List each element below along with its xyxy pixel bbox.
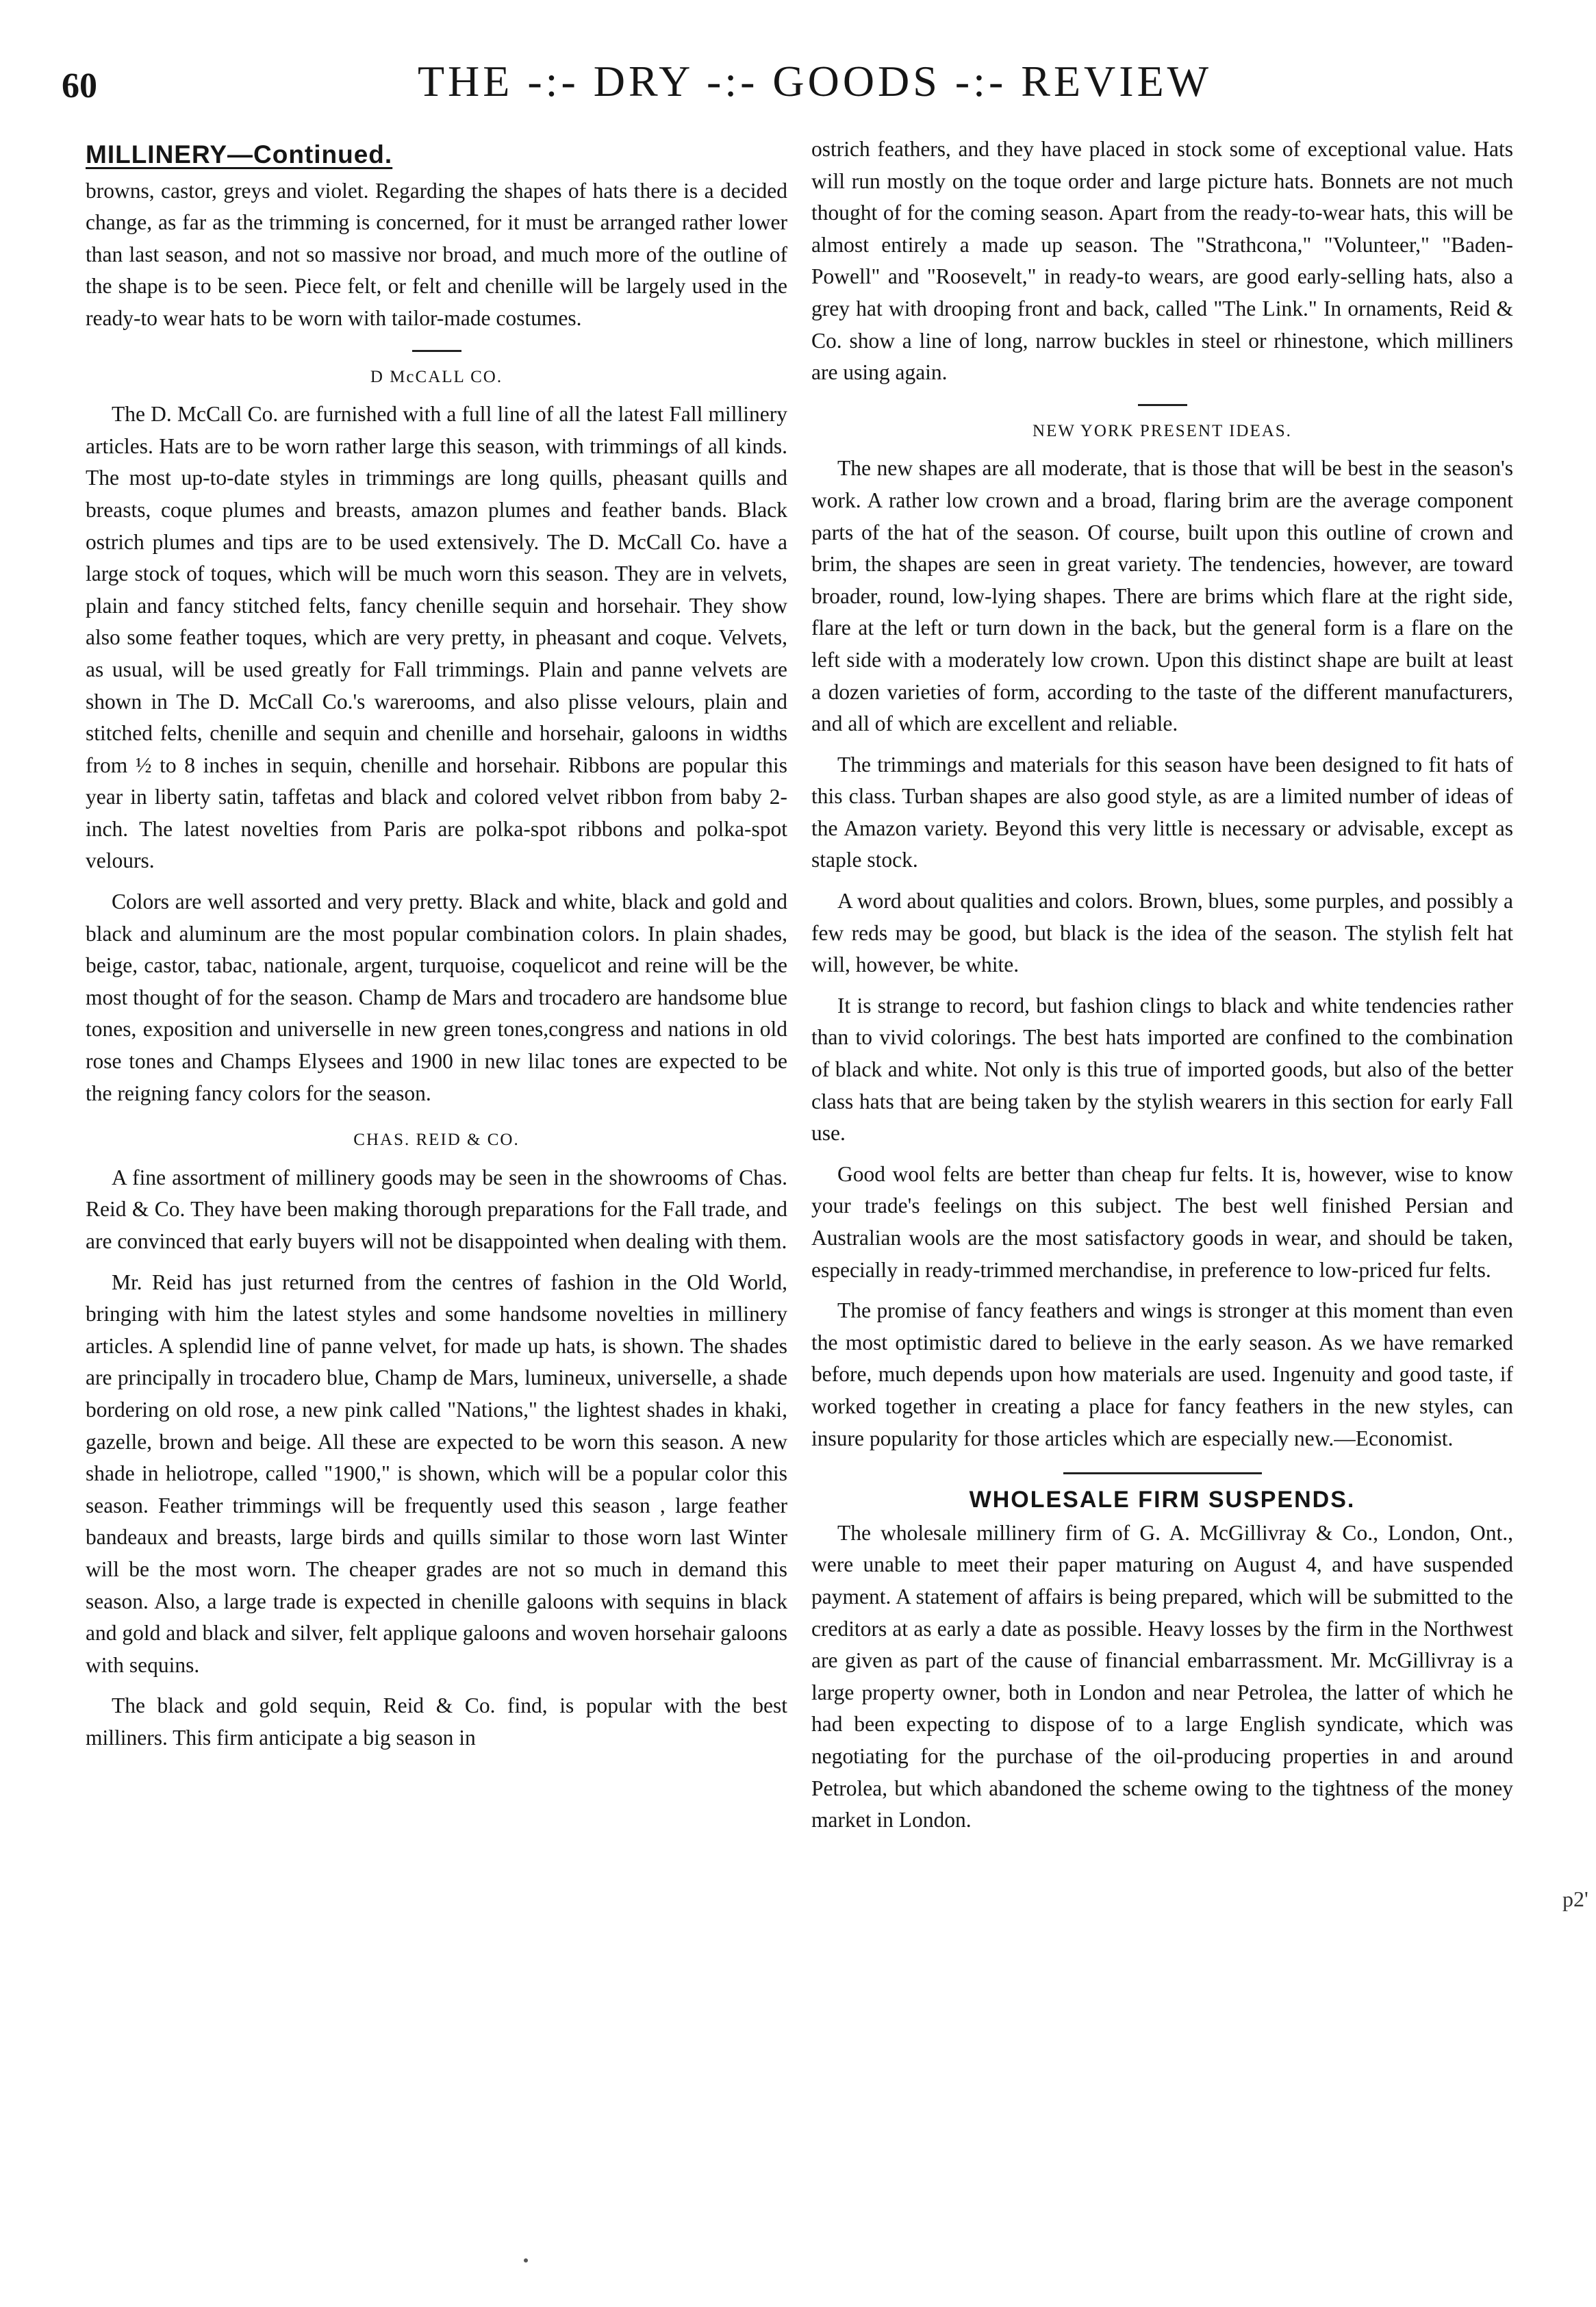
heading-mccall: D McCALL CO. — [370, 367, 503, 386]
paragraph-reid-3: The black and gold sequin, Reid & Co. find, is popular with the best milliners. This firm anticipate a big season in — [86, 1693, 787, 1750]
right-column — [811, 134, 1513, 1845]
paragraph-reid-continued: ostrich feathers, and they have placed in stock some of exceptional value. Hats will run mostly on the toque order and large picture hats. Bonnets are not much thought of for the coming season. Apart from the ready-to-wear hats, this will be almost entirely a made up season. The "Strathcona," "Volunteer," "Baden-Powell" and "Roosevelt," in ready-to wears, are good early-selling hats, also a grey hat with drooping front and back, called "The Link." In ornaments, Reid & Co. show a line of long, narrow buckles in steel or rhinestone, which milliners are using again. — [811, 137, 1513, 385]
paragraph-continued: browns, castor, greys and violet. Regarding the shapes of hats there is a decided change, as far as the trimming is concerned, for it must be arranged rather lower than last season, and not so massive nor broad, and much more of the outline of the shape is to be seen. Piece felt, or felt and chenille will be largely used in the ready-to wear hats to be worn with tailor-made costumes. — [86, 178, 787, 330]
paragraph-new-york-2: The trimmings and materials for this season have been designed to fit hats of this class. Turban shapes are also good style, as are a limited number of ideas of the Amazon variety. Beyond this very little is necessary or advisable, except as staple stock. — [811, 752, 1513, 872]
heading-reid: CHAS. REID & CO. — [353, 1131, 520, 1150]
heading-new-york: NEW YORK PRESENT IDEAS. — [1033, 421, 1292, 440]
divider-rule — [412, 350, 461, 352]
section-heading-millinery: MILLINERY—Continued. — [86, 140, 393, 168]
paragraph-reid-2: Mr. Reid has just returned from the centres of fashion in the Old World, bringing with him the latest styles and some handsome novelties in millinery articles. A splendid line of panne velvet, for made up hats, is shown. The shades are principally in trocadero blue, Champ de Mars, lumineux, universelle, a shade bordering on old rose, a new pink called "Nations," the lightest shades in khaki, gazelle, brown and beige. All these are expected to be worn this season. A new shade in heliotrope, called "1900," is shown, which will be a popular color this season. Feather trimmings will be frequently used this season , large feather bandeaux and breasts, large birds and quills similar to those worn last Winter will be the most worn. The cheaper grades are not so much in demand this season. Also, a large trade is expected in chenille galoons with sequins in black and gold and black and silver, felt applique galoons and woven horsehair galoons with sequins. — [86, 1270, 787, 1677]
paragraph-mccall-2: Colors are well assorted and very pretty. Black and white, black and gold and black and aluminum are the most popular combination colors. In plain shades, beige, castor, tabac, nationale, argent, turquoise, coquelicot and reine will be the most thought of for the season. Champ de Mars and trocadero are handsome blue tones, exposition and universelle in new green tones,congress and nations in old rose tones and Champs Elysees and 1900 in new lilac tones are expected to be the reigning fancy colors for the season. — [86, 890, 787, 1105]
page-number: 60 — [62, 66, 97, 105]
divider-rule-wide — [1063, 1472, 1262, 1474]
paragraph-reid-1: A fine assortment of millinery goods may be seen in the showrooms of Chas. Reid & Co. They have been making thorough preparations for the Fall trade, and are convinced that early buyers will not be disappointed when dealing with them. — [86, 1165, 787, 1253]
masthead-title: THE -:- DRY -:- GOODS -:- REVIEW — [417, 57, 1213, 105]
margin-mark: p2' — [1562, 1887, 1588, 1911]
paragraph-new-york-4: It is strange to record, but fashion clings to black and white tendencies rather than to vivid colorings. The best hats imported are confined to the combination of black and white. Not only is this true of imported goods, but also of the better class hats that are being taken by the stylish wearers in this section for early Fall use. — [811, 993, 1513, 1146]
page-header — [62, 56, 1520, 131]
paragraph-mccall-1: The D. McCall Co. are furnished with a full line of all the latest Fall millinery articles. Hats are to be worn rather large this season, with trimmings of all kinds. The most up-to-date styles in trimmings are long quills, pheasant quills and breasts, coque plumes and breasts, amazon plumes and feather bands. Black ostrich plumes and tips are to be used extensively. The D. McCall Co. have a large stock of toques, which will be much worn this season. They are in velvets, plain and fancy stitched felts, fancy chenille sequin and horsehair. They show also some feather toques, which are very pretty, in pheasant and coque. Velvets, as usual, will be used greatly for Fall trimmings. Plain and panne velvets are shown in The D. McCall Co.'s warerooms, and also plisse velours, plain and stitched felts, chenille and sequin and chenille and horsehair, galoons in widths from ½ to 8 inches in sequin, chenille and horsehair. Ribbons are popular this year in liberty satin, taffetas and black and colored velvet ribbon from baby 2-inch. The latest novelties from Paris are polka-spot ribbons and polka-spot velours. — [86, 402, 787, 873]
heading-wholesale-firm-suspends: WHOLESALE FIRM SUSPENDS. — [969, 1487, 1356, 1513]
print-speck — [524, 2258, 528, 2262]
paragraph-new-york-6: The promise of fancy feathers and wings is stronger at this moment than even the most optimistic dared to believe in the early season. As we have remarked before, much depends upon how materials are used. Ingenuity and good taste, if worked together in creating a place for fancy feathers in the new styles, can insure popularity for those articles which are especially new.—Economist. — [811, 1298, 1513, 1450]
paragraph-new-york-1: The new shapes are all moderate, that is those that will be best in the season's work. A rather low crown and a broad, flaring brim are the average component parts of the hat of the season. Of course, built upon this outline of crown and brim, the shapes are seen in great variety. The tendencies, however, are toward broader, round, low-lying shapes. There are brims which flare at the right side, flare at the left or turn down in the back, but the general form is a flare on the left side with a moderately low crown. Upon this distinct shape are built at least a dozen varieties of form, according to the taste of the different manufacturers, and all of which are excellent and reliable. — [811, 456, 1513, 736]
left-column — [86, 134, 787, 1763]
paragraph-new-york-5: Good wool felts are better than cheap fur felts. It is, however, wise to know your trade's feelings on this subject. The best well finished Persian and Australian wools are the most satisfactory goods in wear, and should be taken, especially in ready-trimmed merchandise, in preference to low-priced fur felts. — [811, 1161, 1513, 1282]
paragraph-new-york-3: A word about qualities and colors. Brown, blues, some purples, and possibly a few reds may be good, but black is the idea of the season. The stylish felt hat will, however, be white. — [811, 889, 1513, 977]
divider-rule — [1138, 404, 1187, 406]
paragraph-suspends-1: The wholesale millinery firm of G. A. McGillivray & Co., London, Ont., were unable to meet their paper maturing on August 4, and have suspended payment. A statement of affairs is being prepared, which will be submitted to the creditors at as early a date as possible. Heavy losses by the firm in the Northwest are given as part of the cause of financial embarrassment. Mr. McGillivray is a large property owner, both in London and near Petrolea, the latter of which he had been expecting to dispose of to a large English syndicate, which was negotiating for the purchase of the oil-producing properties in and around Petrolea, but which abandoned the scheme owing to the tightness of the money market in London. — [811, 1520, 1513, 1832]
